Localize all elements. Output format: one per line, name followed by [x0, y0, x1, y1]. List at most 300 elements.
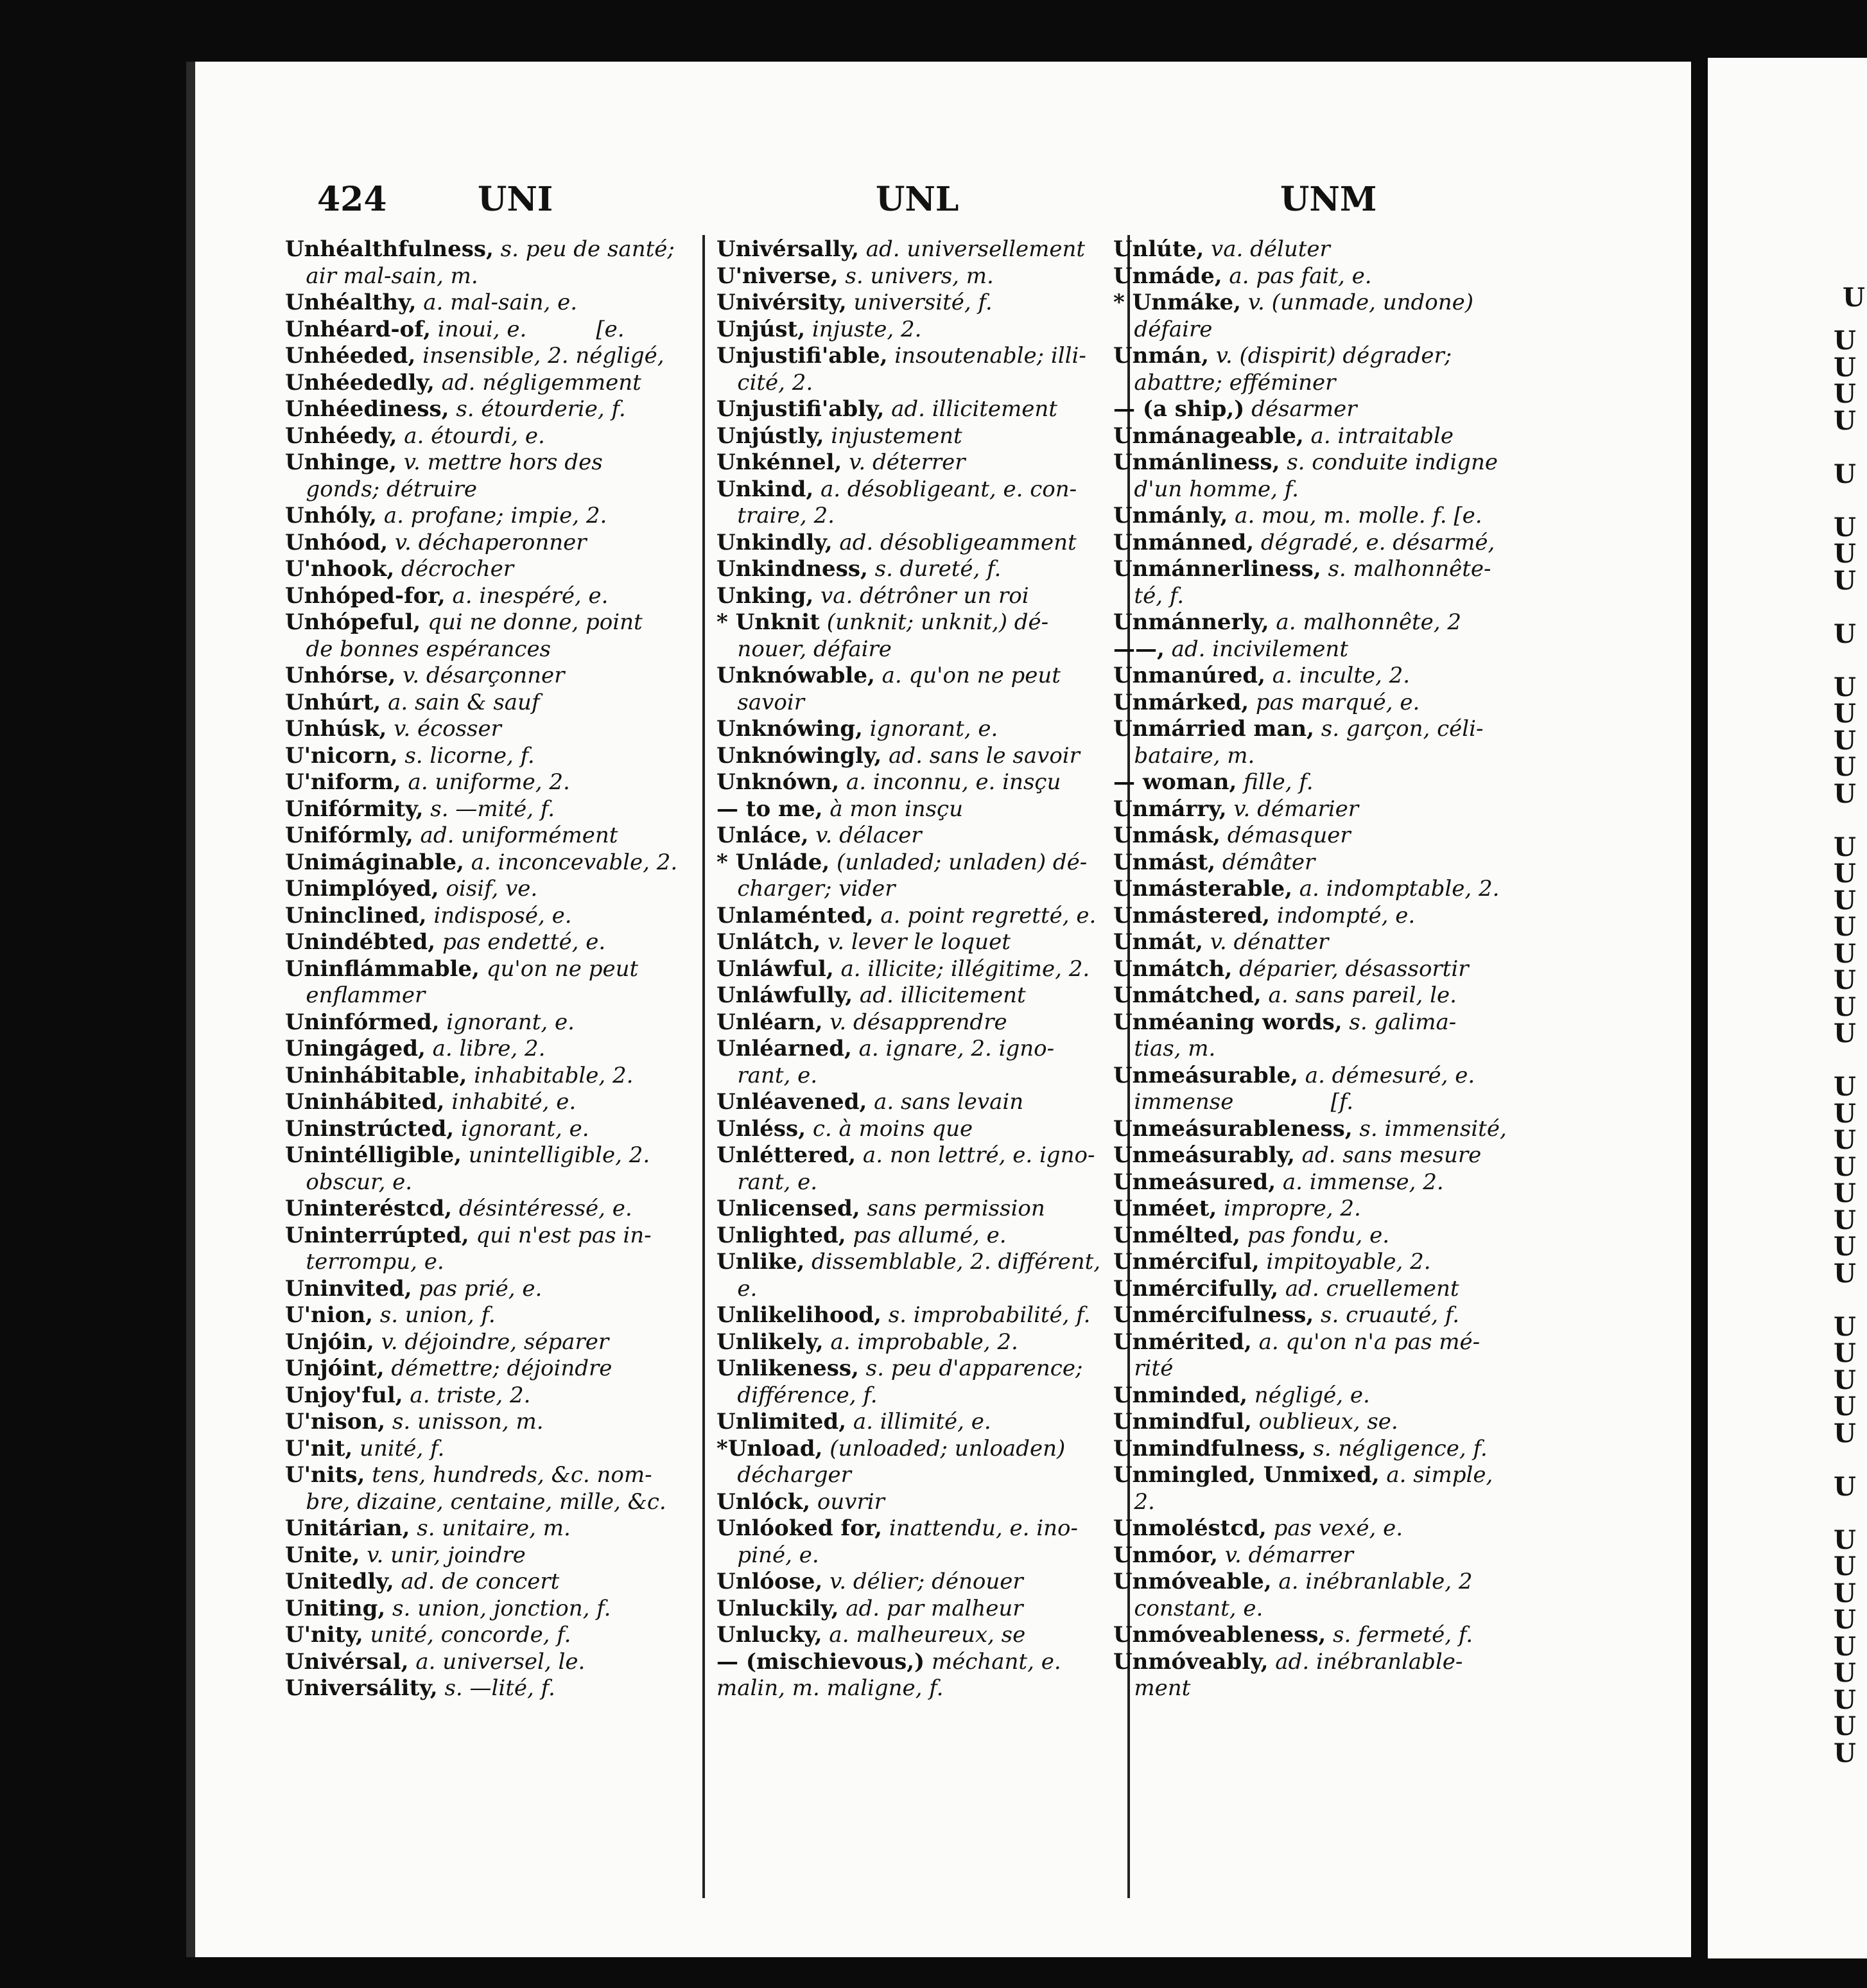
entry-headword: Unknówing,: [716, 716, 863, 742]
facing-page-line: U: [1834, 885, 1856, 916]
dictionary-entry: [1113, 1596, 1505, 1623]
dictionary-entry: [716, 1142, 1115, 1169]
entry-definition: dissemblable, 2. différent,: [804, 1249, 1101, 1275]
entry-headword: Unhéededly,: [285, 369, 435, 396]
entry-definition: a. improbable, 2.: [823, 1329, 1018, 1355]
entry-headword: Unjústly,: [716, 423, 824, 449]
dictionary-entry: [716, 556, 1115, 583]
facing-page-line: U: [1834, 1151, 1856, 1182]
entry-definition: enflammer: [285, 982, 426, 1008]
dictionary-entry: [1113, 956, 1505, 983]
entry-headword: Uniting,: [285, 1595, 386, 1621]
entry-headword: Unknówingly,: [716, 742, 882, 769]
dictionary-entry: [716, 1089, 1115, 1116]
entry-headword: Unhúsk,: [285, 716, 387, 742]
entry-headword: Unlóose,: [716, 1569, 823, 1594]
facing-page-line: [1834, 1500, 1856, 1527]
dictionary-entry: [716, 583, 1115, 610]
entry-headword: U'nity,: [285, 1622, 363, 1648]
entry-definition: s. étourderie, f.: [449, 396, 626, 422]
entry-headword: Uninhábitable,: [285, 1062, 467, 1088]
entry-headword: Unmánnerliness,: [1113, 556, 1321, 582]
entry-definition: impropre, 2.: [1217, 1196, 1361, 1221]
entry-definition: s. —lité, f.: [437, 1675, 555, 1701]
entry-definition: d'un homme, f.: [1113, 476, 1299, 502]
entry-definition: a. qu'on ne peut: [874, 663, 1061, 688]
entry-definition: terrompu, e.: [285, 1249, 444, 1275]
dictionary-entry: [1113, 1249, 1505, 1276]
dictionary-entry: [285, 1009, 680, 1036]
entry-headword: Unlicensed,: [716, 1196, 860, 1221]
facing-page-line: U: [1834, 859, 1856, 889]
entry-definition: à mon insçu: [822, 796, 963, 822]
dictionary-entry: [1113, 1276, 1505, 1303]
entry-definition: constant, e.: [1113, 1595, 1263, 1621]
entry-headword: Uninterrúpted,: [285, 1222, 469, 1248]
entry-definition: de bonnes espérances: [285, 636, 551, 662]
entry-definition: inhabitable, 2.: [467, 1062, 634, 1088]
dictionary-entry: [285, 503, 680, 530]
dictionary-entry: [285, 609, 680, 636]
entry-definition: inhabité, e.: [444, 1089, 577, 1115]
dictionary-entry: [285, 1249, 680, 1276]
entry-headword: Uninclined,: [285, 902, 427, 929]
entry-definition: méchant, e.: [925, 1648, 1061, 1675]
dictionary-entry: [1113, 1515, 1505, 1542]
facing-page-line: U: [1834, 379, 1856, 409]
entry-definition: s. immensité,: [1352, 1115, 1507, 1142]
entry-headword: Unhórse,: [285, 663, 396, 688]
entry-headword: Unléss,: [716, 1115, 806, 1142]
entry-definition: unité, concorde, f.: [363, 1622, 571, 1648]
entry-headword: — (mischievous,): [716, 1648, 925, 1675]
facing-page-line: U: [1834, 1738, 1856, 1768]
dictionary-page: [186, 62, 1691, 1957]
entry-headword: Unhóly,: [285, 503, 378, 528]
facing-page-line: U: [1834, 672, 1856, 702]
facing-page-line: [1834, 1447, 1856, 1474]
entry-headword: Unjustifi'ably,: [716, 396, 885, 422]
entry-headword: Uninteréstcd,: [285, 1196, 453, 1221]
entry-definition: e.: [716, 1275, 758, 1302]
dictionary-entry: [716, 1169, 1115, 1196]
dictionary-entry: [716, 876, 1115, 903]
entry-definition: dégradé, e. désarmé,: [1254, 529, 1495, 555]
running-head-left: UNI: [478, 180, 553, 219]
entry-headword: Unhéalthy,: [285, 290, 417, 315]
dictionary-entry: [716, 1675, 1115, 1702]
entry-definition: va. déluter: [1204, 236, 1330, 262]
dictionary-entry: [716, 690, 1115, 717]
dictionary-entry: [716, 236, 1115, 263]
dictionary-entry: [285, 636, 680, 663]
dictionary-entry: [716, 1063, 1115, 1090]
entry-headword: Unmoléstcd,: [1113, 1515, 1267, 1541]
entry-definition: (unknit; unknit,) dé-: [819, 609, 1049, 635]
facing-page-line: U: [1834, 1258, 1856, 1289]
entry-headword: Unimplóyed,: [285, 876, 439, 902]
dictionary-entry: [1113, 370, 1505, 397]
facing-page-line: U: [1834, 1524, 1856, 1555]
dictionary-entry: [1113, 530, 1505, 557]
entry-headword: Unmánned,: [1113, 529, 1255, 555]
dictionary-entry: [285, 530, 680, 557]
facing-page-line: U: [1834, 991, 1856, 1022]
facing-page-header: U: [1843, 283, 1865, 313]
facing-page-line: U: [1834, 832, 1856, 862]
entry-definition: bataire, m.: [1113, 742, 1255, 769]
dictionary-entry: [716, 1622, 1115, 1649]
facing-page-line: [1834, 647, 1856, 674]
entry-headword: Univérsal,: [285, 1648, 409, 1675]
entry-definition: pas prié, e.: [412, 1275, 543, 1302]
entry-definition: s. fermeté, f.: [1326, 1622, 1473, 1648]
entry-definition: s. union, jonction, f.: [385, 1595, 611, 1621]
entry-headword: U'niform,: [285, 769, 401, 795]
entry-headword: Unindébted,: [285, 929, 436, 955]
entry-headword: Unhéard-of,: [285, 316, 431, 342]
facing-page-line: U: [1834, 1551, 1856, 1582]
entry-headword: Unifórmly,: [285, 823, 413, 848]
entry-definition: savoir: [716, 689, 804, 715]
dictionary-entry: [1113, 503, 1505, 530]
entry-definition: ad. inébranlable-: [1268, 1648, 1463, 1675]
entry-definition: a. illicite; illégitime, 2.: [833, 955, 1090, 982]
entry-headword: Uninstrúcted,: [285, 1115, 455, 1142]
entry-headword: Unmárry,: [1113, 796, 1227, 822]
facing-page-line: U: [1834, 326, 1856, 356]
entry-definition: ignorant, e.: [862, 716, 998, 742]
dictionary-entry: [1113, 1116, 1505, 1143]
entry-headword: U'nicorn,: [285, 742, 398, 769]
dictionary-entry: [285, 1329, 680, 1356]
entry-definition: abattre; efféminer: [1113, 369, 1336, 396]
entry-headword: * Unláde,: [716, 849, 830, 875]
entry-definition: s. garçon, céli-: [1314, 716, 1484, 742]
entry-headword: — to me,: [716, 796, 823, 822]
column-2: [716, 236, 1115, 1702]
entry-definition: ignorant, e.: [454, 1115, 589, 1142]
entry-definition: s. malhonnête-: [1321, 556, 1491, 582]
dictionary-entry: [285, 1223, 680, 1250]
dictionary-entry: [716, 743, 1115, 770]
dictionary-entry: [285, 343, 680, 370]
facing-page-line: U: [1834, 1631, 1856, 1662]
entry-definition: s. galima-: [1342, 1009, 1457, 1035]
dictionary-entry: [285, 1356, 680, 1382]
entry-definition: nouer, défaire: [716, 636, 892, 662]
dictionary-entry: [285, 1142, 680, 1169]
entry-definition: a. inculte, 2.: [1265, 663, 1411, 688]
entry-headword: Unmeásured,: [1113, 1169, 1276, 1195]
entry-headword: Unlikeness,: [716, 1356, 859, 1381]
running-head-right: UNM: [1280, 180, 1377, 219]
entry-definition: ouvrir: [810, 1488, 885, 1515]
dictionary-entry: [716, 903, 1115, 930]
entry-definition: désintéressé, e.: [452, 1196, 632, 1221]
entry-definition: s. négligence, f.: [1306, 1435, 1488, 1461]
facing-page-line: U: [1834, 938, 1856, 969]
entry-headword: Unjóin,: [285, 1329, 374, 1355]
dictionary-entry: [1113, 609, 1505, 636]
entry-headword: Unléarned,: [716, 1036, 852, 1061]
entry-definition: rant, e.: [716, 1169, 818, 1195]
entry-headword: Unmátch,: [1113, 955, 1233, 982]
dictionary-entry: [1113, 1436, 1505, 1463]
dictionary-entry: [1113, 743, 1505, 770]
entry-headword: Unmárked,: [1113, 689, 1249, 715]
entry-definition: a. mou, m. molle. f. [e.: [1228, 503, 1482, 528]
facing-page-line: U: [1834, 1338, 1856, 1368]
dictionary-entry: [285, 769, 680, 796]
entry-headword: Unléttered,: [716, 1142, 856, 1168]
entry-definition: injustement: [824, 423, 962, 449]
facing-page-line: U: [1834, 1605, 1856, 1635]
dictionary-entry: [716, 663, 1115, 690]
entry-definition: ad. universellement: [858, 236, 1086, 262]
dictionary-entry: [716, 1649, 1115, 1676]
entry-headword: Unmérciful,: [1113, 1249, 1260, 1275]
entry-definition: ad. incivilement: [1164, 636, 1348, 662]
entry-headword: Unintélligible,: [285, 1142, 462, 1168]
entry-definition: v. déterrer: [842, 449, 966, 475]
entry-headword: Unláwfully,: [716, 982, 853, 1008]
page-number: 424: [317, 180, 387, 219]
entry-headword: Unmélted,: [1113, 1222, 1240, 1248]
dictionary-entry: [285, 1116, 680, 1143]
entry-headword: Unlúte,: [1113, 236, 1204, 262]
entry-definition: tias, m.: [1113, 1036, 1216, 1061]
dictionary-entry: [285, 796, 680, 823]
facing-page-lines: [1834, 327, 1856, 1766]
entry-headword: Unkind,: [716, 476, 814, 502]
dictionary-entry: [1113, 1622, 1505, 1649]
entry-definition: gonds; détruire: [285, 476, 477, 502]
entry-headword: *Unload,: [716, 1435, 823, 1461]
entry-headword: Unméet,: [1113, 1196, 1217, 1221]
dictionary-entry: [1113, 982, 1505, 1009]
entry-headword: U'nion,: [285, 1302, 373, 1328]
dictionary-entry: [285, 1436, 680, 1463]
entry-headword: Uninhábited,: [285, 1089, 445, 1115]
facing-page-line: U: [1834, 1125, 1856, 1155]
entry-headword: Unitárian,: [285, 1515, 410, 1541]
dictionary-entry: [716, 1356, 1115, 1382]
entry-definition: s. dureté, f.: [867, 556, 1002, 582]
entry-headword: Unminded,: [1113, 1382, 1247, 1408]
dictionary-entry: [716, 1436, 1115, 1463]
entry-definition: oublieux, se.: [1251, 1409, 1398, 1434]
entry-definition: s. univers, m.: [838, 263, 994, 289]
facing-page-line: U: [1834, 1418, 1856, 1449]
entry-headword: Unhéedy,: [285, 423, 397, 449]
dictionary-entry: [1113, 423, 1505, 450]
entry-headword: Unitedly,: [285, 1569, 394, 1594]
entry-headword: Unite,: [285, 1542, 360, 1568]
entry-definition: unintelligible, 2.: [461, 1142, 650, 1168]
facing-page-line: U: [1834, 1658, 1856, 1688]
entry-headword: Unkindly,: [716, 529, 833, 555]
entry-definition: v. mettre hors des: [396, 449, 603, 475]
entry-definition: obscur, e.: [285, 1169, 413, 1195]
entry-definition: insensible, 2. négligé,: [415, 343, 664, 369]
entry-definition: immense [f.: [1113, 1089, 1354, 1115]
entry-definition: a. uniforme, 2.: [401, 769, 570, 795]
entry-headword: Unmércifulness,: [1113, 1302, 1314, 1328]
dictionary-entry: [716, 1596, 1115, 1623]
entry-headword: Unhéediness,: [285, 396, 449, 422]
facing-page-line: U: [1834, 1178, 1856, 1208]
entry-headword: Unmérited,: [1113, 1329, 1252, 1355]
dictionary-entry: [1113, 823, 1505, 850]
dictionary-entry: [1113, 317, 1505, 344]
dictionary-entry: [285, 556, 680, 583]
entry-definition: air mal-sain, m.: [285, 263, 478, 289]
dictionary-entry: [285, 876, 680, 903]
entry-definition: malin, m. maligne, f.: [716, 1675, 944, 1701]
entry-definition: v. démarier: [1226, 796, 1359, 822]
entry-definition: ignorant, e.: [439, 1009, 575, 1035]
entry-headword: Unmánnerly,: [1113, 609, 1269, 635]
dictionary-entry: [285, 1063, 680, 1090]
entry-headword: U'nits,: [285, 1462, 365, 1488]
dictionary-entry: [716, 1009, 1115, 1036]
dictionary-entry: [1113, 396, 1505, 423]
dictionary-entry: [716, 956, 1115, 983]
facing-page-line: [1834, 807, 1856, 834]
entry-headword: Unmástered,: [1113, 902, 1271, 929]
dictionary-entry: [716, 1196, 1115, 1223]
entry-definition: démâter: [1215, 849, 1316, 875]
dictionary-entry: [285, 449, 680, 476]
entry-headword: Unking,: [716, 582, 814, 609]
entry-headword: Unmánliness,: [1113, 449, 1280, 475]
entry-definition: a. malheureux, se: [822, 1622, 1026, 1648]
entry-definition: désarmer: [1244, 396, 1357, 422]
dictionary-entry: [285, 1542, 680, 1569]
dictionary-entry: [1113, 1009, 1505, 1036]
dictionary-entry: [716, 317, 1115, 344]
entry-definition: a. pas fait, e.: [1222, 263, 1372, 289]
entry-headword: Unmindfulness,: [1113, 1435, 1307, 1461]
facing-page-line: U: [1834, 752, 1856, 782]
facing-page-line: U: [1834, 1205, 1856, 1235]
facing-page-fragment: [1708, 58, 1867, 1958]
entry-definition: v. démarrer: [1217, 1542, 1353, 1568]
facing-page-line: [1834, 594, 1856, 621]
entry-headword: Unmóveableness,: [1113, 1622, 1326, 1648]
entry-definition: v. unir, joindre: [360, 1542, 526, 1568]
entry-headword: Unmárried man,: [1113, 716, 1314, 742]
dictionary-entry: [716, 716, 1115, 743]
facing-page-line: [1834, 434, 1856, 461]
dictionary-entry: [1113, 1196, 1505, 1223]
facing-page-line: U: [1834, 1098, 1856, 1129]
entry-headword: Unmátched,: [1113, 982, 1262, 1008]
entry-headword: U'niverse,: [716, 263, 838, 289]
entry-headword: Unmást,: [1113, 849, 1216, 875]
entry-headword: Unluckily,: [716, 1595, 839, 1621]
entry-definition: v. (unmade, undone): [1241, 290, 1474, 315]
entry-headword: Unléarn,: [716, 1009, 823, 1035]
dictionary-entry: [1113, 636, 1505, 663]
dictionary-entry: [716, 850, 1115, 876]
entry-headword: Unmásk,: [1113, 823, 1220, 848]
dictionary-entry: [716, 1382, 1115, 1409]
entry-definition: pas marqué, e.: [1249, 689, 1420, 715]
dictionary-entry: [1113, 1223, 1505, 1250]
facing-page-line: U: [1834, 1711, 1856, 1741]
entry-headword: Unlóck,: [716, 1488, 811, 1515]
entry-headword: Unlimited,: [716, 1409, 847, 1434]
entry-definition: ad. de concert: [394, 1569, 560, 1594]
column-3: [1113, 236, 1505, 1702]
facing-page-line: U: [1834, 458, 1856, 489]
entry-definition: ad. sans mesure: [1294, 1142, 1482, 1168]
entry-headword: ——,: [1113, 636, 1165, 662]
entry-definition: démettre; déjoindre: [384, 1356, 612, 1381]
dictionary-entry: [716, 503, 1115, 530]
entry-headword: Unmeásurably,: [1113, 1142, 1295, 1168]
column-rule: [702, 235, 705, 1898]
dictionary-entry: [285, 850, 680, 876]
entry-definition: a. inébranlable, 2: [1271, 1569, 1473, 1594]
entry-definition: a. ignare, 2. igno-: [851, 1036, 1055, 1061]
dictionary-entry: [285, 1036, 680, 1063]
dictionary-entry: [1113, 583, 1505, 610]
entry-headword: Unmóveable,: [1113, 1569, 1272, 1594]
dictionary-entry: [285, 1089, 680, 1116]
dictionary-entry: [285, 290, 680, 317]
entry-definition: s. union, f.: [372, 1302, 496, 1328]
dictionary-entry: [716, 449, 1115, 476]
entry-definition: rant, e.: [716, 1062, 818, 1088]
entry-headword: — woman,: [1113, 769, 1237, 795]
entry-definition: insoutenable; illi-: [887, 343, 1086, 369]
entry-definition: s. improbabilité, f.: [881, 1302, 1091, 1328]
entry-definition: différence, f.: [716, 1382, 878, 1408]
dictionary-entry: [285, 583, 680, 610]
entry-definition: a. inconcevable, 2.: [464, 849, 678, 875]
dictionary-entry: [716, 1249, 1115, 1276]
entry-definition: ad. négligemment: [434, 369, 641, 396]
dictionary-entry: [285, 1596, 680, 1623]
entry-definition: ment: [1113, 1675, 1191, 1701]
entry-headword: Unmóveably,: [1113, 1648, 1269, 1675]
entry-headword: Uninfórmed,: [285, 1009, 440, 1035]
facing-page-line: [1834, 1287, 1856, 1314]
entry-headword: Unlike,: [716, 1249, 805, 1275]
dictionary-entry: [1113, 876, 1505, 903]
entry-definition: a. sans pareil, le.: [1261, 982, 1457, 1008]
entry-headword: Unlucky,: [716, 1622, 822, 1648]
facing-page-line: [1834, 487, 1856, 514]
entry-headword: Uningáged,: [285, 1036, 426, 1061]
entry-headword: Unmát,: [1113, 929, 1203, 955]
column-1: [285, 236, 680, 1702]
dictionary-entry: [285, 690, 680, 717]
entry-definition: ad. cruellement: [1278, 1275, 1459, 1302]
entry-definition: injuste, 2.: [805, 316, 922, 342]
entry-headword: Unjoy'ful,: [285, 1382, 403, 1408]
entry-headword: Unhinge,: [285, 449, 397, 475]
entry-definition: ad. par malheur: [838, 1595, 1023, 1621]
entry-definition: a. illimité, e.: [846, 1409, 991, 1434]
entry-definition: unité, f.: [352, 1435, 445, 1461]
dictionary-entry: [285, 663, 680, 690]
entry-headword: Unlóoked for,: [716, 1515, 883, 1541]
dictionary-entry: [1113, 556, 1505, 583]
